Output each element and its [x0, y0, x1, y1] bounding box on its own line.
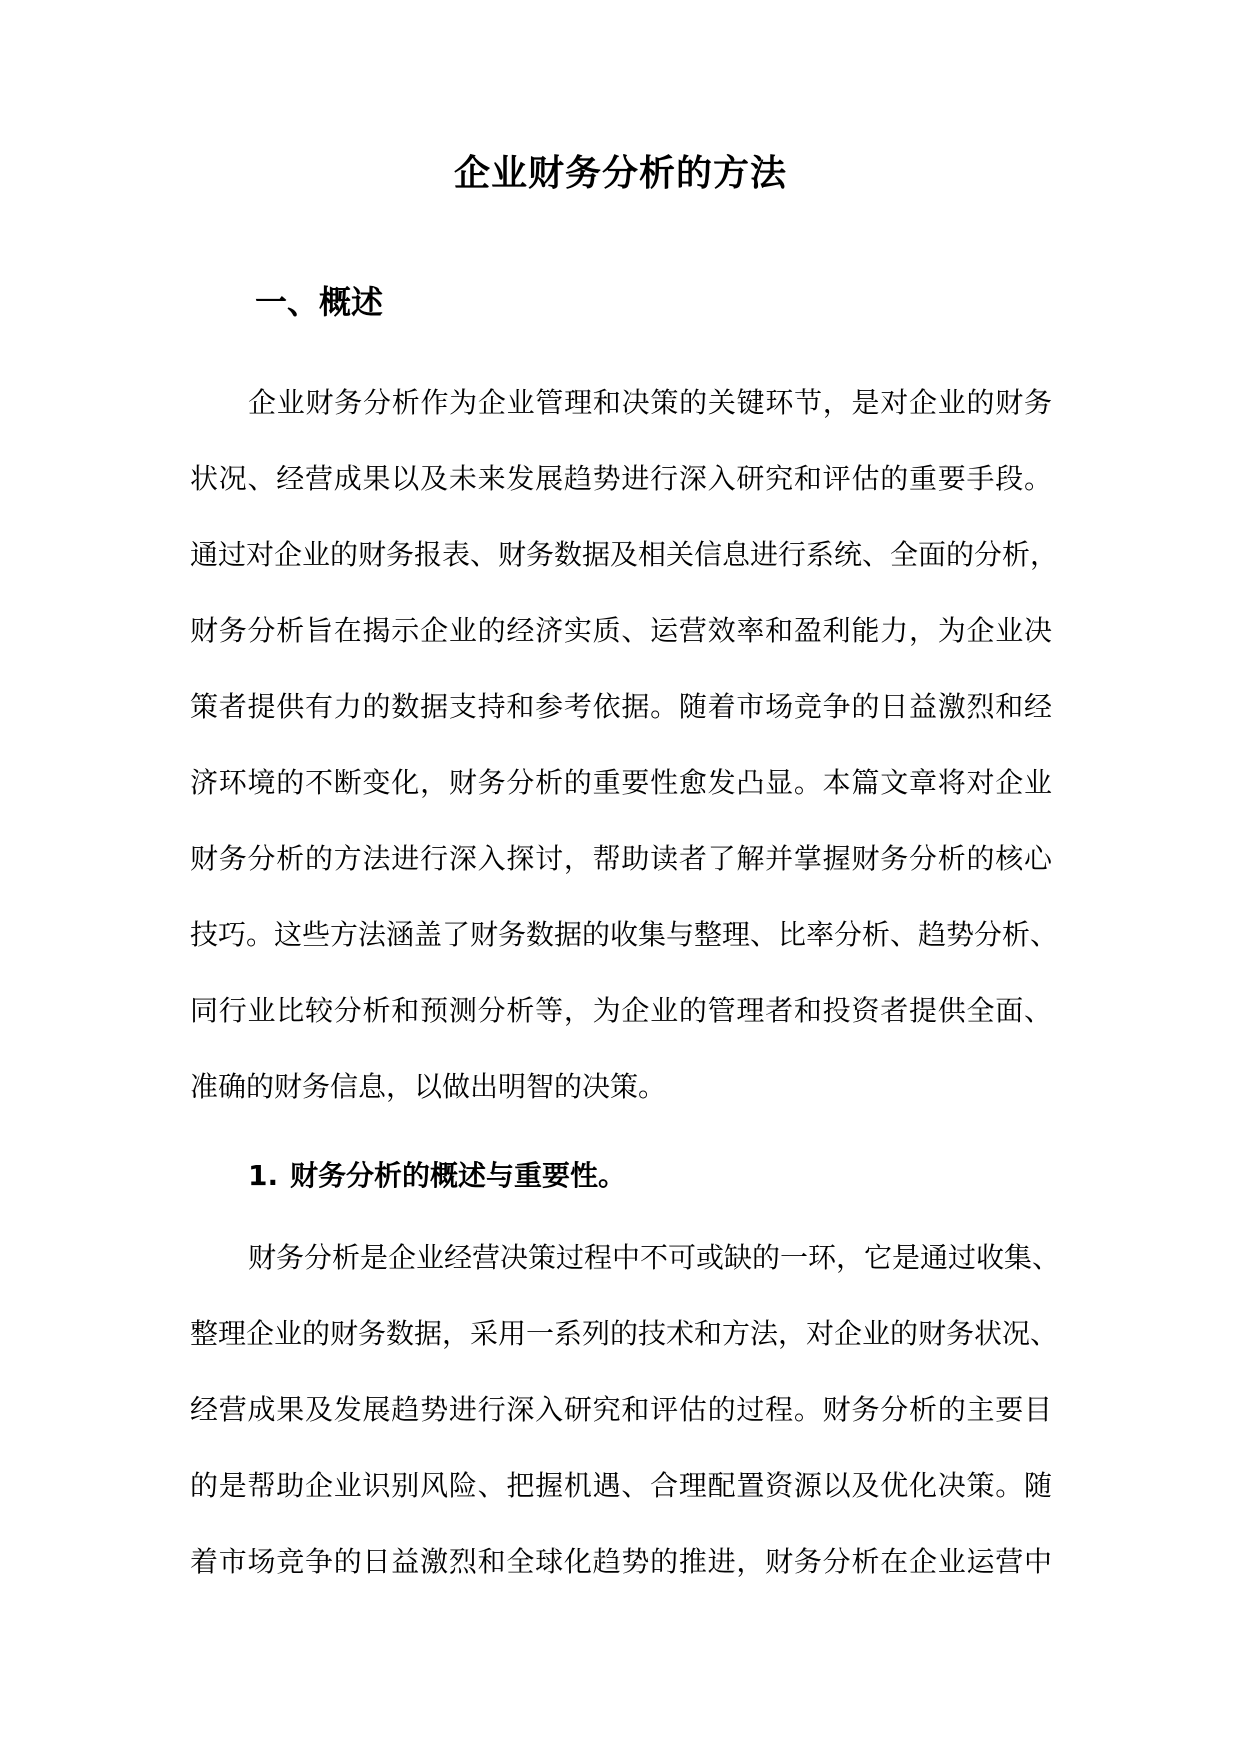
paragraph-line: 通过对企业的财务报表、财务数据及相关信息进行系统、全面的分析，	[190, 538, 1059, 571]
paragraph-line: 准确的财务信息，以做出明智的决策。	[190, 1070, 667, 1103]
paragraph-line: 整理企业的财务数据，采用一系列的技术和方法，对企业的财务状况、	[190, 1317, 1059, 1350]
paragraph-line: 技巧。这些方法涵盖了财务数据的收集与整理、比率分析、趋势分析、	[190, 918, 1059, 951]
paragraph-line: 企业财务分析作为企业管理和决策的关键环节，是对企业的财务	[248, 386, 1052, 419]
paragraph-line: 着市场竞争的日益激烈和全球化趋势的推进，财务分析在企业运营中	[190, 1545, 1052, 1578]
subsection-number: 1.	[248, 1159, 279, 1192]
section-heading-overview: 一、概述	[255, 283, 384, 321]
paragraph-line: 财务分析是企业经营决策过程中不可或缺的一环，它是通过收集、	[248, 1241, 1061, 1274]
paragraph-line: 经营成果及发展趋势进行深入研究和评估的过程。财务分析的主要目	[190, 1393, 1052, 1426]
subsection-heading	[248, 1156, 626, 1196]
paragraph-line: 同行业比较分析和预测分析等，为企业的管理者和投资者提供全面、	[190, 994, 1052, 1027]
paragraph-line: 财务分析旨在揭示企业的经济实质、运营效率和盈利能力，为企业决	[190, 614, 1052, 647]
importance-paragraph	[190, 1220, 1061, 1600]
subsection-title: 财务分析的概述与重要性。	[290, 1159, 627, 1192]
document-title: 企业财务分析的方法	[453, 153, 787, 194]
paragraph-line: 状况、经营成果以及未来发展趋势进行深入研究和评估的重要手段。	[190, 462, 1052, 495]
paragraph-line: 济环境的不断变化，财务分析的重要性愈发凸显。本篇文章将对企业	[190, 766, 1052, 799]
paragraph-line: 财务分析的方法进行深入探讨，帮助读者了解并掌握财务分析的核心	[190, 842, 1052, 875]
paragraph-line: 策者提供有力的数据支持和参考依据。随着市场竞争的日益激烈和经	[190, 690, 1052, 723]
paragraph-line: 的是帮助企业识别风险、把握机遇、合理配置资源以及优化决策。随	[190, 1469, 1052, 1502]
overview-paragraph	[190, 365, 1059, 1125]
